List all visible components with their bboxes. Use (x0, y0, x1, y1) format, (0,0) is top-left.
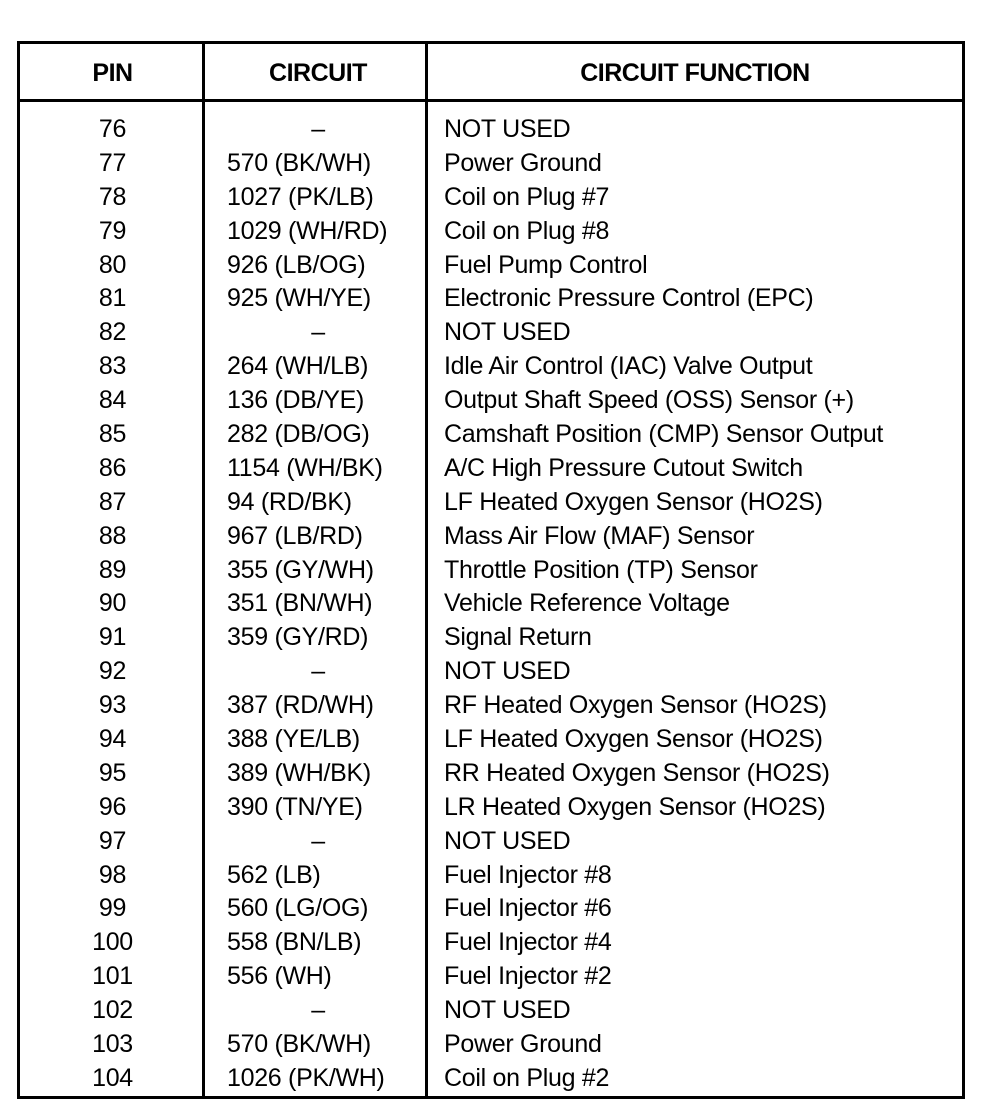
table-row (20, 282, 962, 316)
circuit-function-cell: Coil on Plug #8 (444, 216, 610, 245)
table-row (20, 113, 962, 147)
circuit-cell: 562 (LB) (227, 860, 321, 889)
pin-cell: 86 (98, 453, 127, 482)
pin-cell: 95 (98, 758, 127, 787)
circuit-cell: – (311, 826, 325, 855)
header-circuit-function: CIRCUIT FUNCTION (580, 59, 810, 87)
circuit-cell: 570 (BK/WH) (227, 1030, 371, 1059)
table-row (20, 723, 962, 757)
table-row (20, 757, 962, 791)
table-row (20, 1062, 962, 1096)
table-row (20, 621, 962, 655)
pin-cell: 77 (98, 148, 127, 177)
pin-cell: 104 (92, 1063, 133, 1092)
circuit-function-cell: LF Heated Oxygen Sensor (HO2S) (444, 487, 823, 516)
pin-cell: 89 (98, 555, 127, 584)
circuit-cell: 359 (GY/RD) (227, 623, 369, 652)
circuit-function-cell: Coil on Plug #2 (444, 1063, 610, 1092)
pin-cell: 88 (98, 521, 127, 550)
table-row (20, 554, 962, 588)
circuit-cell: 558 (BN/LB) (227, 928, 362, 957)
table-row (20, 892, 962, 926)
circuit-function-cell: Output Shaft Speed (OSS) Sensor (+) (444, 386, 854, 415)
table-row (20, 215, 962, 249)
pin-cell: 94 (98, 725, 127, 754)
table-row (20, 655, 962, 689)
table-row (20, 689, 962, 723)
pin-cell: 92 (98, 657, 127, 686)
circuit-cell: 351 (BN/WH) (227, 589, 373, 618)
circuit-function-cell: Vehicle Reference Voltage (444, 589, 730, 618)
circuit-cell: 388 (YE/LB) (227, 725, 360, 754)
pin-cell: 83 (98, 352, 127, 381)
table-row (20, 486, 962, 520)
circuit-cell: 355 (GY/WH) (227, 555, 374, 584)
circuit-function-cell: Throttle Position (TP) Sensor (444, 555, 758, 584)
circuit-function-cell: Power Ground (444, 1030, 602, 1059)
table-body (20, 113, 962, 1096)
circuit-function-cell: Fuel Injector #2 (444, 962, 612, 991)
table-row (20, 994, 962, 1028)
table-header (20, 44, 962, 102)
circuit-function-cell: Fuel Injector #8 (444, 860, 612, 889)
pin-cell: 79 (98, 216, 127, 245)
circuit-cell: 560 (LG/OG) (227, 894, 369, 923)
circuit-function-cell: NOT USED (444, 996, 571, 1025)
circuit-function-cell: Coil on Plug #7 (444, 182, 610, 211)
circuit-function-cell: NOT USED (444, 826, 571, 855)
table-row (20, 181, 962, 215)
pin-cell: 99 (98, 894, 127, 923)
pin-cell: 85 (98, 420, 127, 449)
circuit-function-cell: Fuel Pump Control (444, 250, 648, 279)
header-circuit: CIRCUIT (269, 59, 367, 87)
table-row (20, 147, 962, 181)
circuit-function-cell: NOT USED (444, 115, 571, 143)
circuit-cell: 570 (BK/WH) (227, 148, 371, 177)
pin-cell: 103 (92, 1030, 133, 1059)
pin-cell: 96 (98, 792, 127, 821)
circuit-cell: 967 (LB/RD) (227, 521, 363, 550)
circuit-function-cell: RR Heated Oxygen Sensor (HO2S) (444, 758, 830, 787)
circuit-cell: – (311, 115, 325, 143)
pin-cell: 102 (92, 996, 133, 1025)
table-row (20, 418, 962, 452)
circuit-function-cell: LR Heated Oxygen Sensor (HO2S) (444, 792, 826, 821)
circuit-cell: 1029 (WH/RD) (227, 216, 388, 245)
circuit-cell: 136 (DB/YE) (227, 386, 365, 415)
circuit-function-cell: Fuel Injector #4 (444, 928, 612, 957)
pin-cell: 84 (98, 386, 127, 415)
circuit-cell: 1026 (PK/WH) (227, 1063, 385, 1092)
circuit-cell: 387 (RD/WH) (227, 691, 374, 720)
table-row (20, 384, 962, 418)
table-row (20, 825, 962, 859)
circuit-cell: 264 (WH/LB) (227, 352, 369, 381)
table-row (20, 960, 962, 994)
circuit-function-cell: Power Ground (444, 148, 602, 177)
circuit-cell: 1154 (WH/BK) (227, 453, 383, 482)
circuit-function-cell: Electronic Pressure Control (EPC) (444, 284, 814, 313)
circuit-cell: 926 (LB/OG) (227, 250, 366, 279)
circuit-cell: – (311, 996, 325, 1025)
circuit-cell: – (311, 657, 325, 686)
header-pin: PIN (92, 59, 133, 87)
circuit-cell: 282 (DB/OG) (227, 420, 370, 449)
circuit-cell: 94 (RD/BK) (227, 487, 352, 516)
circuit-cell: 1027 (PK/LB) (227, 182, 374, 211)
circuit-function-cell: Mass Air Flow (MAF) Sensor (444, 521, 755, 550)
pin-cell: 91 (98, 623, 127, 652)
circuit-cell: – (311, 318, 325, 347)
circuit-cell: 925 (WH/YE) (227, 284, 371, 313)
table-row (20, 350, 962, 384)
circuit-function-cell: Idle Air Control (IAC) Valve Output (444, 352, 813, 381)
pin-cell: 93 (98, 691, 127, 720)
circuit-function-cell: LF Heated Oxygen Sensor (HO2S) (444, 725, 823, 754)
circuit-function-cell: RF Heated Oxygen Sensor (HO2S) (444, 691, 827, 720)
circuit-function-cell: Fuel Injector #6 (444, 894, 612, 923)
pin-cell: 87 (98, 487, 127, 516)
pin-cell: 98 (98, 860, 127, 889)
table-row (20, 316, 962, 350)
table-row (20, 1028, 962, 1062)
circuit-cell: 390 (TN/YE) (227, 792, 363, 821)
table-row (20, 859, 962, 893)
pin-cell: 101 (92, 962, 133, 991)
table-row (20, 249, 962, 283)
pin-cell: 76 (98, 115, 127, 143)
pin-cell: 97 (98, 826, 127, 855)
pin-cell: 82 (98, 318, 127, 347)
pin-cell: 80 (98, 250, 127, 279)
circuit-function-cell: Signal Return (444, 623, 592, 652)
circuit-cell: 389 (WH/BK) (227, 758, 371, 787)
table-row (20, 452, 962, 486)
circuit-function-cell: Camshaft Position (CMP) Sensor Output (444, 420, 884, 449)
pin-cell: 78 (98, 182, 127, 211)
table-row (20, 926, 962, 960)
pin-cell: 100 (92, 928, 133, 957)
table-row (20, 587, 962, 621)
circuit-function-cell: NOT USED (444, 318, 571, 347)
pin-cell: 81 (98, 284, 127, 313)
circuit-function-cell: NOT USED (444, 657, 571, 686)
pin-cell: 90 (98, 589, 127, 618)
circuit-function-cell: A/C High Pressure Cutout Switch (444, 453, 803, 482)
table-row (20, 520, 962, 554)
pin-circuit-table (17, 41, 965, 1099)
circuit-cell: 556 (WH) (227, 962, 332, 991)
table-row (20, 791, 962, 825)
